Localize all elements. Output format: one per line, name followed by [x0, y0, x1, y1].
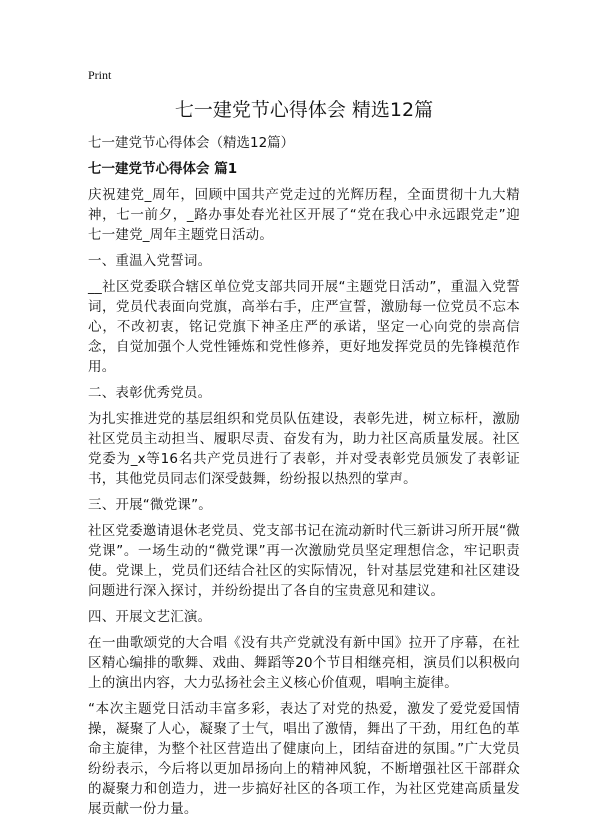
- heading-oath: 一、重温入党誓词。: [88, 253, 212, 269]
- paragraph-summary: “本次主题党日活动丰富多彩，表达了对党的热爱，激发了爱党爱国情操，凝聚了人心，凝聚了士气，唱出了激情，舞出了干劲，用红色的革命主旋律，为整个社区营造出了健康向上，团结奋进的氛围。”广大党员纷纷表示，今后将以更加昂扬向上的精神风貌，不断增强社区干部群众的凝聚力和创造力，进一步搞好社区的各项工作，为社区党建高质量发展贡献一份力量。: [88, 701, 520, 817]
- paragraph-performance: 在一曲歌颂党的大合唱《没有共产党就没有新中国》拉开了序幕，在社区精心编排的歌舞、戏曲、舞蹈等20个节目相继亮相，演员们以积极向上的演出内容，大力弘扬社会主义核心价值观，唱响主旋律。: [88, 635, 520, 691]
- document-page: [88, 68, 520, 825]
- heading-micro-lesson: 三、开展“微党课”。: [88, 497, 212, 513]
- section-heading: 七一建党节心得体会 篇1: [88, 161, 238, 177]
- print-link[interactable]: Print: [88, 68, 112, 82]
- paragraph-intro: 庆祝建党_周年，回顾中国共产党走过的光辉历程，全面贯彻十九大精神，七一前夕，_路办事处春光社区开展了“党在我心中永远跟党走”迎七一建党_周年主题党日活动。: [88, 187, 520, 243]
- paragraph-oath: __社区党委联合辖区单位党支部共同开展“主题党日活动”，重温入党誓词，党员代表面向党旗，高举右手，庄严宣誓，激励每一位党员不忘本心，不改初衷，铭记党旗下神圣庄严的承诺，坚定一心向党的崇高信念，自觉加强个人党性锤炼和党性修养，更好地发挥党员的先锋模范作用。: [88, 279, 520, 375]
- document-subtitle: 七一建党节心得体会（精选12篇）: [88, 135, 295, 151]
- paragraph-micro-lesson: 社区党委邀请退休老党员、党支部书记在流动新时代三新讲习所开展“微党课”。一场生动的“微党课”再一次激励党员坚定理想信念，牢记职责使。党课上，党员们还结合社区的实际情况，针对基层党建和社区建设问题进行深入探讨，并纷纷提出了各自的宝贵意见和建议。: [88, 523, 520, 599]
- heading-commend: 二、表彰优秀党员。: [88, 385, 212, 401]
- paragraph-commend: 为扎实推进党的基层组织和党员队伍建设，表彰先进，树立标杆，激励社区党员主动担当、履职尽责、奋发有为，助力社区高质量发展。社区党委为_x等16名共产党员进行了表彰，并对受表彰党员颁发了表彰证书，其他党员同志们深受鼓舞，纷纷报以热烈的掌声。: [88, 411, 520, 487]
- document-title: 七一建党节心得体会 精选12篇: [174, 99, 434, 121]
- heading-performance: 四、开展文艺汇演。: [88, 609, 212, 625]
